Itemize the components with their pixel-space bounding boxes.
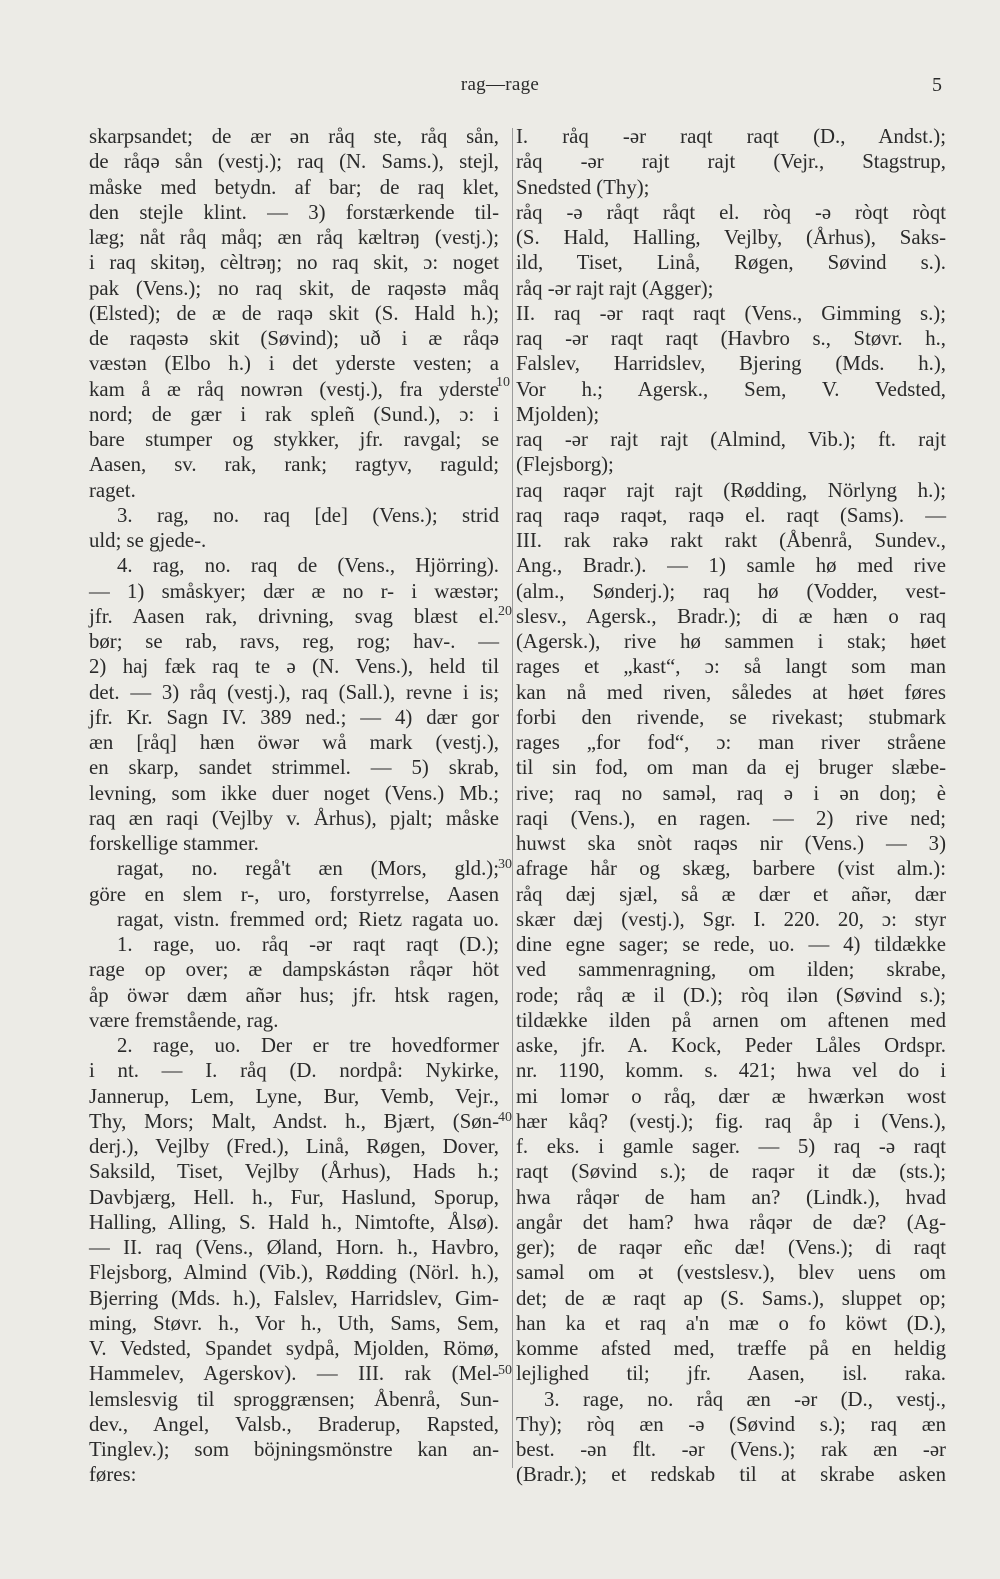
- line-number-50: 50: [498, 1363, 512, 1378]
- left-column-line: 2) haj fæk raq te ə (N. Vens.), held til: [89, 655, 499, 679]
- left-column-line: jfr. Kr. Sagn IV. 389 ned.; — 4) dær gor: [89, 705, 499, 729]
- right-column-line: 3. rage, no. råq æn -ər (D., vestj.,: [544, 1387, 946, 1411]
- right-column-line: Vor h.; Agersk., Sem, V. Vedsted,: [516, 377, 946, 401]
- left-column-line: Thy, Mors; Malt, Andst. h., Bjært, (Søn-: [89, 1109, 499, 1133]
- right-column-line: råq -ər rajt rajt (Agger);: [516, 276, 714, 300]
- left-column-line: en skarp, sandet strimmel. — 5) skrab,: [89, 756, 499, 780]
- left-column-line: derj.), Vejlby (Fred.), Linå, Røgen, Dover,: [89, 1135, 499, 1158]
- left-column-line: 2. rage, uo. Der er tre hovedformer: [117, 1034, 499, 1057]
- right-column-line: afrage hår og skæg, barbere (vist alm.):: [516, 857, 946, 881]
- page-number: 5: [932, 74, 942, 96]
- left-column-line: de raqəstə skit (Søvind); uð i æ råqə: [89, 327, 499, 350]
- line-number-40: 40: [498, 1110, 512, 1125]
- right-column: [516, 124, 946, 1488]
- left-column: [89, 124, 499, 1488]
- left-column-line: være fremstående, rag.: [89, 1008, 279, 1032]
- right-column-line: raqt (Søvind s.); de raqər it dæ (sts.);: [516, 1160, 946, 1184]
- right-column-line: Mjolden);: [516, 402, 600, 426]
- right-column-line: angår det ham? hwa råqər de dæ? (Ag-: [516, 1210, 946, 1234]
- right-column-line: hwa råqər de ham an? (Lindk.), hvad: [516, 1185, 946, 1209]
- right-column-line: (alm., Sønderj.); raq hø (Vodder, vest-: [516, 579, 946, 603]
- right-column-line: skær dæj (vestj.), Sgr. I. 220. 20, ɔ: styr: [516, 907, 946, 931]
- left-column-line: Hammelev, Agerskov). — III. rak (Mel-: [89, 1362, 499, 1386]
- left-column-line: ragat, no. regå't æn (Mors, gld.);: [117, 857, 499, 881]
- left-column-line: læg; nåt råq måq; æn råq kæltrəŋ (vestj.);: [89, 226, 499, 249]
- right-column-line: saməl om ət (vestslesv.), blev uens om: [516, 1261, 946, 1285]
- right-column-line: raq raqə raqət, raqə el. raqt (Sams). —: [516, 503, 946, 527]
- right-column-line: raqi (Vens.), en ragen. — 2) rive ned;: [516, 806, 946, 830]
- left-column-line: Tinglev.); som böjningsmönstre kan an-: [89, 1438, 499, 1461]
- left-column-line: det. — 3) råq (vestj.), raq (Sall.), revne i is;: [89, 680, 499, 704]
- left-column-line: raget.: [89, 478, 136, 502]
- left-column-line: göre en slem r-, uro, forstyrrelse, Aasen: [89, 882, 499, 906]
- right-column-line: I. råq -ər raqt raqt (D., Andst.);: [516, 125, 946, 148]
- left-column-line: forskellige stammer.: [89, 832, 259, 855]
- left-column-line: kam å æ råq nowrən (vestj.), fra yderste: [89, 377, 499, 401]
- left-column-line: føres:: [89, 1463, 137, 1487]
- right-column-line: forbi den rivende, se rivekast; stubmark: [516, 705, 946, 729]
- left-column-line: 1. rage, uo. råq -ər raqt raqt (D.);: [117, 933, 499, 956]
- left-column-line: lemslesvig til sproggrænsen; Åbenrå, Sun-: [89, 1387, 499, 1411]
- left-column-line: — II. raq (Vens., Øland, Horn. h., Havbro,: [89, 1236, 499, 1259]
- right-column-line: råq -ə råqt råqt el. ròq -ə ròqt ròqt: [516, 200, 946, 224]
- left-column-line: rage op over; æ dampskástən råqər höt: [89, 958, 499, 982]
- left-column-line: 3. rag, no. raq [de] (Vens.); strid: [117, 503, 499, 527]
- right-column-line: best. -ən flt. -ər (Vens.); rak æn -ər: [516, 1438, 946, 1461]
- line-number-10: 10: [496, 375, 510, 390]
- right-column-line: tildække ilden på arnen om aftenen med: [516, 1008, 946, 1032]
- right-column-line: f. eks. i gamle sager. — 5) raq -ə raqt: [516, 1135, 946, 1158]
- right-column-line: (Agersk.), rive hø sammen i stak; høet: [516, 630, 946, 653]
- right-column-line: Ang., Bradr.). — 1) samle hø med rive: [516, 554, 946, 578]
- left-column-line: jfr. Aasen rak, drivning, svag blæst el.: [89, 604, 499, 628]
- right-column-line: Falslev, Harridslev, Bjering (Mds. h.),: [516, 352, 946, 376]
- left-column-line: Davbjærg, Hell. h., Fur, Haslund, Sporup,: [89, 1185, 499, 1209]
- right-column-line: rode; råq æ il (D.); ròq ilən (Søvind s.);: [516, 983, 946, 1007]
- right-column-line: ild, Tiset, Linå, Røgen, Søvind s.).: [516, 251, 946, 275]
- column-divider: [512, 128, 513, 1468]
- left-column-line: Jannerup, Lem, Lyne, Bur, Vemb, Vejr.,: [89, 1084, 499, 1108]
- right-column-line: raq -ər raqt raqt (Havbro s., Støvr. h.,: [516, 327, 946, 350]
- right-column-line: rive; raq no saməl, raq ə i ən doŋ; è: [516, 781, 946, 805]
- right-column-line: III. rak rakə rakt rakt (Åbenrå, Sundev.,: [516, 529, 946, 552]
- left-column-line: Bjerring (Mds. h.), Falslev, Harridslev, Gim-: [89, 1286, 499, 1310]
- right-column-line: aske, jfr. A. Kock, Peder Låles Ordspr.: [516, 1034, 946, 1057]
- left-column-line: Flejsborg, Almind (Vib.), Rødding (Nörl. h.),: [89, 1261, 499, 1285]
- left-column-line: ming, Støvr. h., Vor h., Uth, Sams, Sem,: [89, 1311, 499, 1335]
- left-column-line: dev., Angel, Valsb., Braderup, Rapsted,: [89, 1412, 499, 1436]
- left-column-line: pak (Vens.); no raq skit, de raqəstə måq: [89, 276, 499, 300]
- right-column-line: det; de æ raqt ap (S. Sams.), sluppet op;: [516, 1286, 946, 1310]
- left-column-line: ragat, vistn. fremmed ord; Rietz ragata uo.: [117, 907, 499, 931]
- right-column-line: lejlighed til; jfr. Aasen, isl. raka.: [516, 1362, 946, 1386]
- right-column-line: hær kåq? (vestj.); fig. raq åp i (Vens.),: [516, 1109, 946, 1133]
- left-column-line: uld; se gjede-.: [89, 529, 207, 552]
- left-column-line: (Elsted); de æ de raqə skit (S. Hald h.);: [89, 301, 499, 325]
- right-column-line: raq -ər rajt rajt (Almind, Vib.); ft. rajt: [516, 428, 946, 451]
- left-column-line: bør; se rab, ravs, reg, rog; hav-. —: [89, 630, 499, 653]
- left-column-line: levning, som ikke duer noget (Vens.) Mb.;: [89, 781, 499, 805]
- right-column-line: dine egne sager; se rede, uo. — 4) tildække: [516, 933, 946, 956]
- left-column-line: — 1) småskyer; dær æ no r- i wæstər;: [89, 579, 499, 603]
- left-column-line: den stejle klint. — 3) forstærkende til-: [89, 200, 499, 224]
- left-column-line: skarpsandet; de ær ən råq ste, råq sån,: [89, 125, 499, 148]
- left-column-line: de råqə sån (vestj.); raq (N. Sams.), stejl,: [89, 150, 499, 174]
- left-column-line: Aasen, sv. rak, rank; ragtyv, raguld;: [89, 453, 499, 477]
- left-column-line: måske med betydn. af bar; de raq klet,: [89, 175, 499, 199]
- right-column-line: rages et „kast“, ɔ: så langt som man: [516, 655, 946, 679]
- right-column-line: ger); de raqər eñc dæ! (Vens.); di raqt: [516, 1236, 946, 1259]
- right-column-line: Snedsted (Thy);: [516, 175, 650, 199]
- left-column-line: Halling, Alling, S. Hald h., Nimtofte, Ålsø).: [89, 1210, 499, 1234]
- left-column-line: V. Vedsted, Spandet sydpå, Mjolden, Römø,: [89, 1337, 499, 1360]
- left-column-line: raq æn raqi (Vejlby v. Århus), pjalt; måske: [89, 806, 499, 830]
- right-column-line: rages „for fod“, ɔ: man river stråene: [516, 731, 946, 754]
- right-column-line: komme afsted med, træffe på en heldig: [516, 1337, 946, 1360]
- right-column-line: (Flejsborg);: [516, 453, 614, 477]
- left-column-line: i nt. — I. råq (D. nordpå: Nykirke,: [89, 1059, 499, 1083]
- right-column-line: ved sammenragning, om ilden; skrabe,: [516, 958, 946, 982]
- left-column-line: Saksild, Tiset, Vejlby (Århus), Hads h.;: [89, 1160, 499, 1184]
- left-column-line: bare stumper og stykker, jfr. ravgal; se: [89, 428, 499, 451]
- right-column-line: mi lomər o råq, dær æ hwærkən wost: [516, 1084, 946, 1108]
- right-column-line: til sin fod, om man da ej bruger slæbe-: [516, 756, 946, 780]
- line-number-20: 20: [498, 604, 512, 619]
- right-column-line: II. raq -ər raqt raqt (Vens., Gimming s.);: [516, 301, 946, 325]
- line-number-30: 30: [498, 857, 512, 872]
- right-column-line: nr. 1190, komm. s. 421; hwa vel do i: [516, 1059, 946, 1083]
- right-column-line: (Bradr.); et redskab til at skrabe asken: [516, 1463, 946, 1487]
- left-column-line: æn [råq] hæn öwər wå mark (vestj.),: [89, 731, 499, 754]
- right-column-line: han ka et raq a'n mæ o fo köwt (D.),: [516, 1311, 946, 1335]
- left-column-line: 4. rag, no. raq de (Vens., Hjörring).: [117, 554, 499, 578]
- running-head: rag—rage: [460, 74, 540, 95]
- right-column-line: kan nå med riven, således at høet føres: [516, 680, 946, 704]
- right-column-line: huwst ska snòt raqəs nir (Vens.) — 3): [516, 832, 946, 855]
- right-column-line: raq raqər rajt rajt (Rødding, Nörlyng h.);: [516, 478, 946, 502]
- left-column-line: i raq skitəŋ, cèltrəŋ; no raq skit, ɔ: noget: [89, 251, 499, 275]
- right-column-line: Thy); ròq æn -ə (Søvind s.); raq æn: [516, 1412, 946, 1436]
- left-column-line: nord; de gær i rak spleñ (Sund.), ɔ: i: [89, 402, 499, 426]
- right-column-line: råq -ər rajt rajt (Vejr., Stagstrup,: [516, 150, 946, 174]
- left-column-line: åp öwər dæm añər hus; jfr. htsk ragen,: [89, 983, 499, 1007]
- left-column-line: væstən (Elbo h.) i det yderste vesten; a: [89, 352, 499, 376]
- right-column-line: (S. Hald, Halling, Vejlby, (Århus), Saks-: [516, 226, 946, 249]
- right-column-line: slesv., Agersk., Bradr.); di æ hæn o raq: [516, 604, 946, 628]
- right-column-line: råq dæj sjæl, så æ dær et añər, dær: [516, 882, 946, 906]
